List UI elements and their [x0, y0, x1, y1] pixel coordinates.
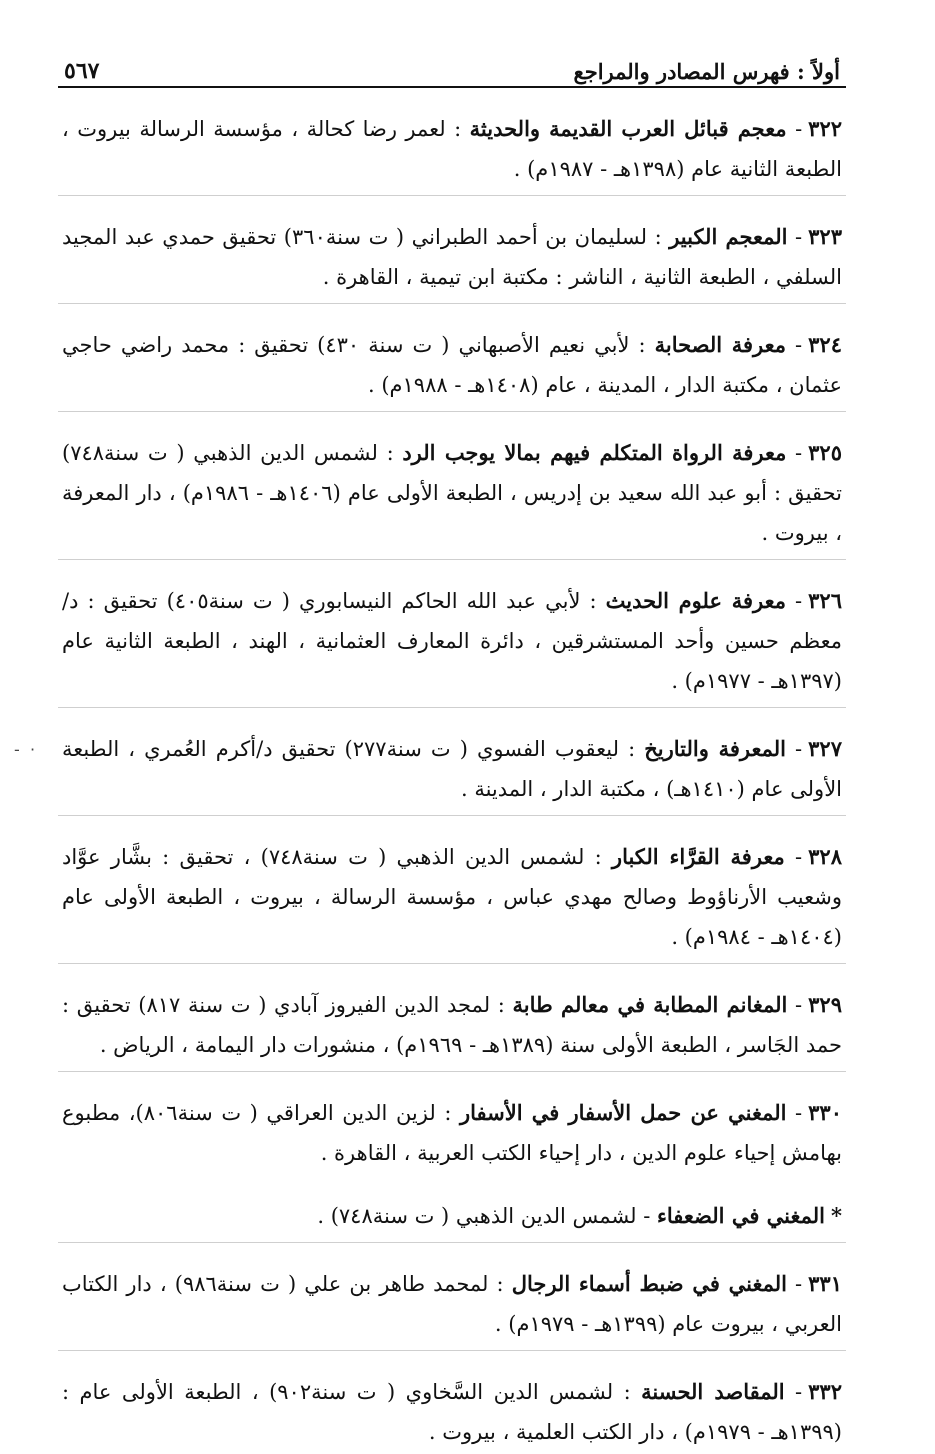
bibliography-entry: ٣٢٢- معجم قبائل العرب القديمة والحديثة : لعمر رضا كحالة ، مؤسسة الرسالة بيروت ، الطبعة الثانية عام (١٣٩٨هـ - ١٩٨٧م) .: [58, 109, 846, 196]
entry-title: المعجم الكبير: [669, 224, 788, 249]
page-number: ٥٦٧: [64, 58, 100, 84]
bibliography-entry: ٣٣٠- المغني عن حمل الأسفار في الأسفار : لزين الدين العراقي ( ت سنة٨٠٦)، مطبوع بهامش إحياء علوم الدين ، دار إحياء الكتب العربية ، القاهرة .: [62, 1100, 842, 1165]
entry-text: : لأبي نعيم الأصبهاني ( ت سنة ٤٣٠) تحقيق : محمد راضي حاجي عثمان ، مكتبة الدار ، المدينة ، عام (١٤٠٨هـ - ١٩٨٨م) .: [62, 333, 842, 397]
star-marker: *: [831, 1203, 842, 1228]
entry-title: المغني عن حمل الأسفار في الأسفار: [459, 1100, 787, 1125]
entry-title: معرفة علوم الحديث: [605, 588, 786, 613]
book-page: [58, 48, 846, 1444]
bibliography-entry: ٣٢٨- معرفة القرَّاء الكبار : لشمس الدين الذهبي ( ت سنة٧٤٨) ، تحقيق : بشَّار عوَّاد وشعيب الأرناؤوط وصالح مهدي عباس ، مؤسسة الرسالة ، بيروت ، الطبعة الأولى عام (١٤٠٤هـ - ١٩٨٤م) .: [58, 837, 846, 964]
page-header: [58, 48, 846, 88]
bibliography-entry: ٣٣١- المغني في ضبط أسماء الرجال : لمحمد طاهر بن علي ( ت سنة٩٨٦) ، دار الكتاب العربي ، بيروت عام (١٣٩٩هـ - ١٩٧٩م) .: [58, 1264, 846, 1351]
entry-number: ٣٣٠: [808, 1100, 842, 1125]
entry-title: المغني في ضبط أسماء الرجال: [511, 1271, 787, 1296]
entry-text: : لمحمد طاهر بن علي ( ت سنة٩٨٦) ، دار الكتاب العربي ، بيروت عام (١٣٩٩هـ - ١٩٧٩م) .: [62, 1272, 842, 1336]
entry-text: : لعمر رضا كحالة ، مؤسسة الرسالة بيروت ، الطبعة الثانية عام (١٣٩٨هـ - ١٩٨٧م) .: [62, 117, 842, 181]
entry-text: : لشمس الدين الذهبي ( ت سنة٧٤٨) تحقيق : أبو عبد الله سعيد بن إدريس ، الطبعة الأولى عام (١٤٠٦هـ - ١٩٨٦م) ، دار المعرفة ، بيروت .: [62, 441, 842, 545]
cross-reference-entry: [58, 1196, 846, 1243]
entry-number: ٣٢٥: [808, 440, 842, 465]
entry-number: ٣٢٣: [808, 224, 842, 249]
entry-title: معجم قبائل العرب القديمة والحديثة: [469, 116, 787, 141]
entry-text: : لأبي عبد الله الحاكم النيسابوري ( ت سنة٤٠٥) تحقيق : د/معظم حسين وأحد المستشرقين ، دائرة المعارف العثمانية ، الهند ، الطبعة الثانية عام (١٣٩٧هـ - ١٩٧٧م) .: [62, 589, 842, 693]
entry-number: ٣٢٦: [808, 588, 842, 613]
entry-title: معرفة الصحابة: [654, 332, 787, 357]
entry-title: المعرفة والتاريخ: [644, 736, 786, 761]
bibliography-entry: ٣٣٢- المقاصد الحسنة : لشمس الدين السَّخاوي ( ت سنة٩٠٢) ، الطبعة الأولى عام : (١٣٩٩هـ - ١٩٧٩م) ، دار الكتب العلمية ، بيروت .: [62, 1379, 842, 1444]
entry-number: ٣٢٧: [808, 736, 842, 761]
entry-title: معرفة القرَّاء الكبار: [611, 844, 785, 869]
entry-text: : ليعقوب الفسوي ( ت سنة٢٧٧) تحقيق د/أكرم العُمري ، الطبعة الأولى عام (١٤١٠هـ) ، مكتبة الدار ، المدينة .: [62, 737, 842, 801]
scan-margin-mark: · -: [14, 740, 36, 759]
entry-number: ٣٢٤: [808, 332, 842, 357]
entry-text: : لسليمان بن أحمد الطبراني ( ت سنة٣٦٠) تحقيق حمدي عبد المجيد السلفي ، الطبعة الثانية ، الناشر : مكتبة ابن تيمية ، القاهرة .: [62, 225, 842, 289]
entry-number: ٣٣١: [808, 1271, 842, 1296]
entry-number: ٣٢٢: [808, 116, 843, 141]
bibliography-entry: ٣٢٥- معرفة الرواة المتكلم فيهم بمالا يوجب الرد : لشمس الدين الذهبي ( ت سنة٧٤٨) تحقيق : أبو عبد الله سعيد بن إدريس ، الطبعة الأولى عام (١٤٠٦هـ - ١٩٨٦م) ، دار المعرفة ، بيروت .: [58, 433, 846, 560]
entry-text: : لمجد الدين الفيروز آبادي ( ت سنة ٨١٧) تحقيق : حمد الجَاسر ، الطبعة الأولى سنة (١٣٨٩هـ - ١٩٦٩م) ، منشورات دار اليمامة ، الرياض .: [62, 993, 842, 1057]
entry-text: : لشمس الدين السَّخاوي ( ت سنة٩٠٢) ، الطبعة الأولى عام : (١٣٩٩هـ - ١٩٧٩م) ، دار الكتب العلمية ، بيروت .: [62, 1380, 842, 1444]
entry-text: - لشمس الدين الذهبي ( ت سنة٧٤٨) .: [317, 1204, 658, 1228]
bibliography-entry: ٣٢٦- معرفة علوم الحديث : لأبي عبد الله الحاكم النيسابوري ( ت سنة٤٠٥) تحقيق : د/معظم حسين وأحد المستشرقين ، دائرة المعارف العثمانية ، الهند ، الطبعة الثانية عام (١٣٩٧هـ - ١٩٧٧م) .: [58, 581, 846, 708]
entry-number: ٣٣٢: [808, 1379, 842, 1404]
entry-text: : لشمس الدين الذهبي ( ت سنة٧٤٨) ، تحقيق : بشَّار عوَّاد وشعيب الأرناؤوط وصالح مهدي عباس ، مؤسسة الرسالة ، بيروت ، الطبعة الأولى عام (١٤٠٤هـ - ١٩٨٤م) .: [62, 845, 842, 949]
bibliography-entry: ٣٢٤- معرفة الصحابة : لأبي نعيم الأصبهاني ( ت سنة ٤٣٠) تحقيق : محمد راضي حاجي عثمان ، مكتبة الدار ، المدينة ، عام (١٤٠٨هـ - ١٩٨٨م) .: [58, 325, 846, 412]
running-title: أولاً : فهرس المصادر والمراجع: [573, 59, 840, 84]
entry-title: المغانم المطابة في معالم طابة: [512, 992, 788, 1017]
entry-number: ٣٢٨: [808, 844, 842, 869]
bibliography-list: [58, 109, 846, 1454]
entry-title: المغني في الضعفاء: [657, 1203, 826, 1228]
entry-text: : لزين الدين العراقي ( ت سنة٨٠٦)، مطبوع بهامش إحياء علوم الدين ، دار إحياء الكتب العربية ، القاهرة .: [62, 1101, 842, 1165]
entry-title: المقاصد الحسنة: [641, 1379, 785, 1404]
bibliography-entry: ٣٢٩- المغانم المطابة في معالم طابة : لمجد الدين الفيروز آبادي ( ت سنة ٨١٧) تحقيق : حمد الجَاسر ، الطبعة الأولى سنة (١٣٨٩هـ - ١٩٦٩م) ، منشورات دار اليمامة ، الرياض .: [58, 985, 846, 1072]
bibliography-entry: ٣٢٣- المعجم الكبير : لسليمان بن أحمد الطبراني ( ت سنة٣٦٠) تحقيق حمدي عبد المجيد السلفي ، الطبعة الثانية ، الناشر : مكتبة ابن تيمية ، القاهرة .: [58, 217, 846, 304]
entry-number: ٣٢٩: [808, 992, 842, 1017]
bibliography-entry: ٣٢٧- المعرفة والتاريخ : ليعقوب الفسوي ( ت سنة٢٧٧) تحقيق د/أكرم العُمري ، الطبعة الأولى عام (١٤١٠هـ) ، مكتبة الدار ، المدينة .: [58, 729, 846, 816]
entry-title: معرفة الرواة المتكلم فيهم بمالا يوجب الرد: [402, 440, 787, 465]
